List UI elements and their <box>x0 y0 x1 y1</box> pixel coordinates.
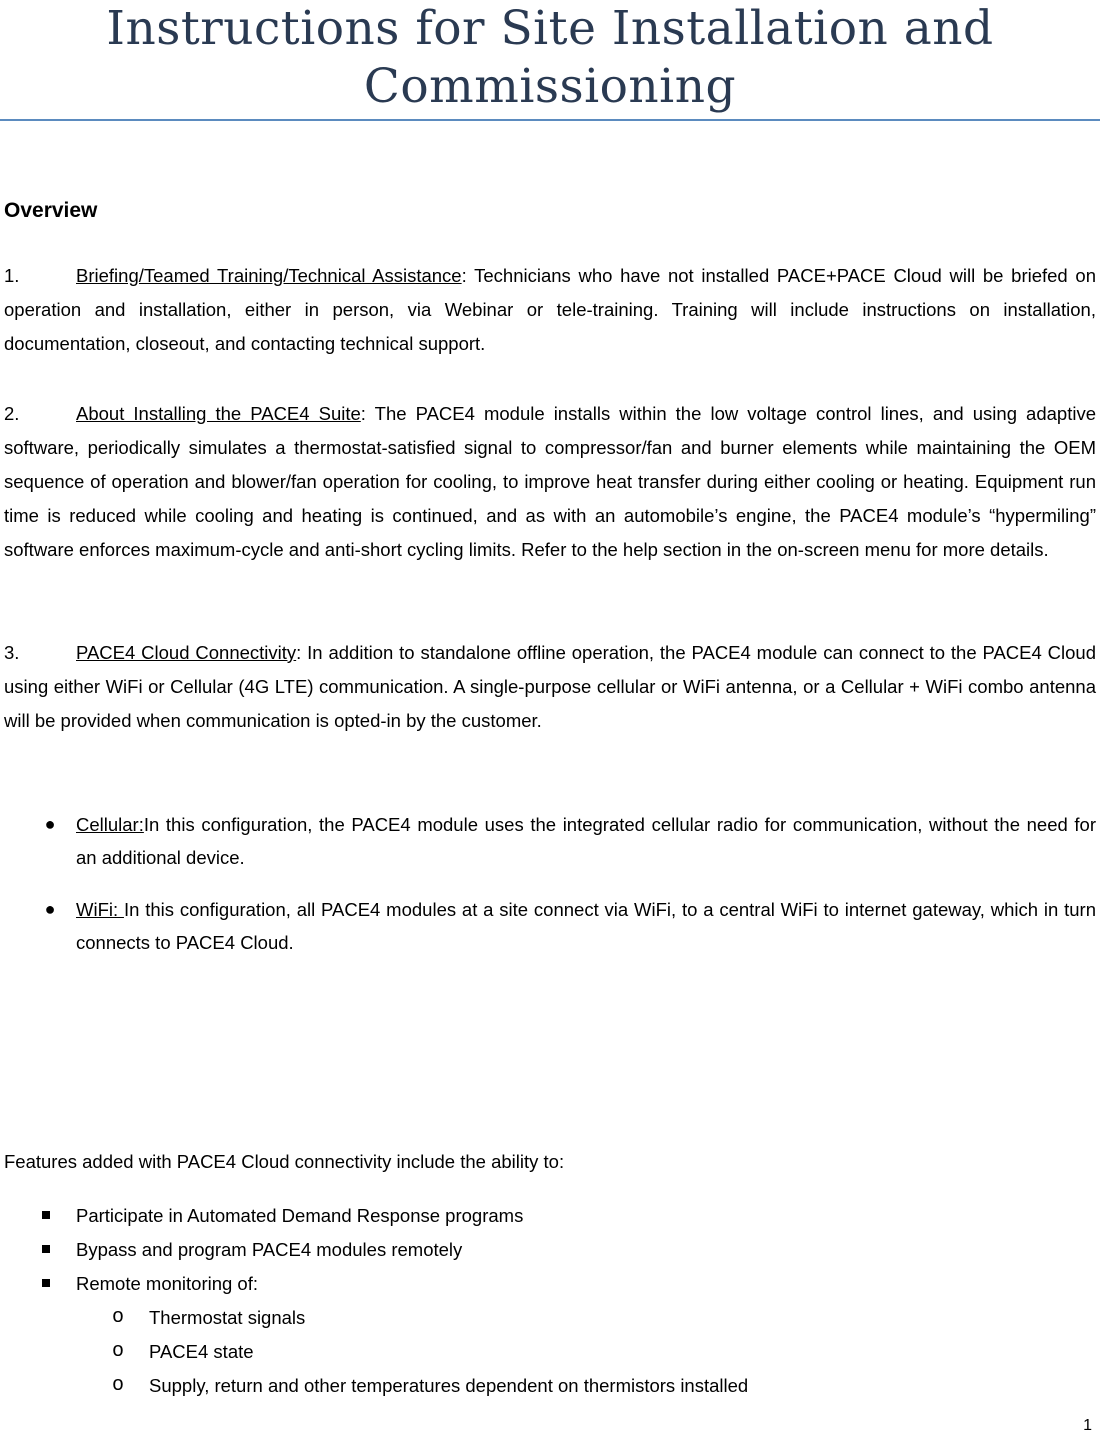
sub-item-text: Thermostat signals <box>149 1307 306 1328</box>
section-lead: PACE4 Cloud Connectivity <box>76 642 297 663</box>
section-number: 1. <box>4 265 20 286</box>
section-body: : The PACE4 module installs within the low voltage control lines, and using adaptive software, periodically simulates a thermostat-satisfied signal to compressor/fan and burner elements while maintaining the OEM sequence of operation and blower/fan operation for cooling, to improve heat transfer during either cooling or heating. Equipment run time is reduced while cooling and heating is continued, and as with an automobile’s engine, the PACE4 module’s “hypermiling” software enforces maximum-cycle and anti-short cycling limits. Refer to the help section in the on-screen menu for more details. <box>4 403 1096 560</box>
bullet-body: In this configuration, all PACE4 modules at a site connect via WiFi, to a central WiFi to internet gateway, which in turn connects to PACE4 Cloud. <box>76 899 1096 953</box>
section-2-paragraph <box>4 397 1096 567</box>
sub-bullet-marker: o <box>112 1306 125 1329</box>
section-body: : In addition to standalone offline operation, the PACE4 module can connect to the PACE4 Cloud using either WiFi or Cellular (4G LTE) communication. A single-purpose cellular or WiFi antenna, or a Cellular + WiFi combo antenna will be provided when communication is opted-in by the customer. <box>4 642 1096 731</box>
document-title <box>0 0 1100 116</box>
section-number: 2. <box>4 403 20 424</box>
section-body: : Technicians who have not installed PACE+PACE Cloud will be briefed on operation and installation, either in person, via Webinar or tele-training. Training will include instructions on installation, documentation, closeout, and contacting technical support. <box>4 265 1097 354</box>
section-number: 3. <box>4 642 20 663</box>
bullet-text <box>76 808 1096 874</box>
sub-item-text: PACE4 state <box>149 1341 254 1362</box>
square-bullet-icon <box>42 1245 50 1253</box>
overview-heading: Overview <box>4 199 98 222</box>
title-underline-divider <box>0 119 1100 121</box>
bullet-lead: WiFi: <box>76 899 124 920</box>
sub-item-text: Supply, return and other temperatures dependent on thermistors installed <box>149 1375 749 1396</box>
bullet-lead: Cellular: <box>76 814 144 835</box>
sub-bullet-marker: o <box>112 1340 125 1363</box>
sub-bullet-marker: o <box>112 1374 125 1397</box>
feature-text: Participate in Automated Demand Response programs <box>76 1205 524 1226</box>
section-lead: Briefing/Teamed Training/Technical Assistance <box>76 265 462 286</box>
document-title-line-1: Instructions for Site Installation and <box>106 1 994 56</box>
feature-text: Remote monitoring of: <box>76 1273 259 1294</box>
document-title-line-2: Commissioning <box>363 59 737 114</box>
section-1-paragraph <box>4 259 1096 361</box>
section-3-paragraph <box>4 636 1096 738</box>
square-bullet-icon <box>42 1279 50 1287</box>
bullet-dot-icon: ● <box>44 814 56 834</box>
square-bullet-icon <box>42 1211 50 1219</box>
section-lead: About Installing the PACE4 Suite <box>76 403 361 424</box>
feature-text: Bypass and program PACE4 modules remotely <box>76 1239 463 1260</box>
page-number: 1 <box>1083 1417 1092 1434</box>
bullet-dot-icon: ● <box>44 899 56 919</box>
features-intro: Features added with PACE4 Cloud connectivity include the ability to: <box>4 1151 565 1172</box>
bullet-text <box>76 893 1096 959</box>
bullet-body: In this configuration, the PACE4 module uses the integrated cellular radio for communication, without the need for an additional device. <box>76 814 1096 868</box>
